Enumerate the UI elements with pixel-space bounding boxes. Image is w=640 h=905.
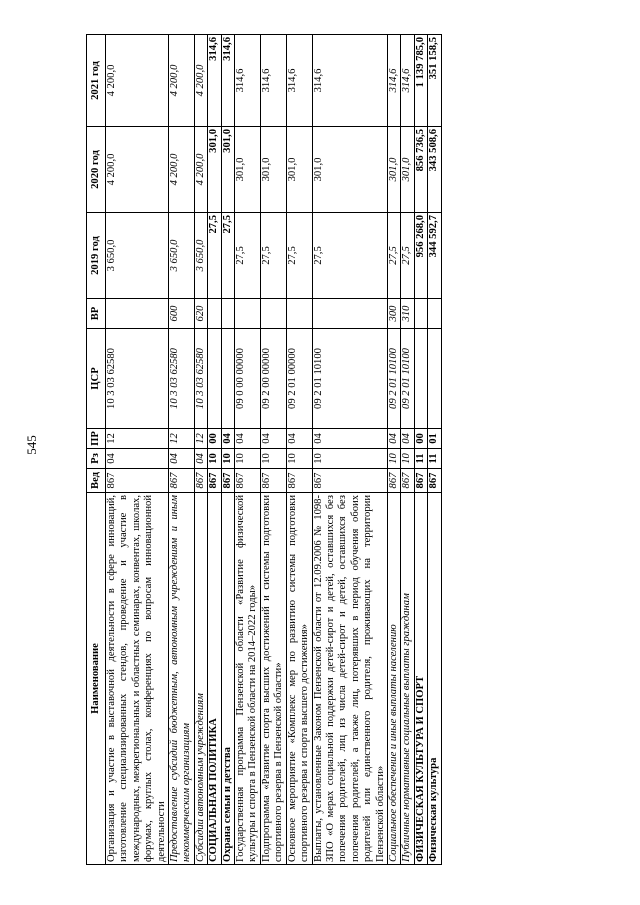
vr-code-cell xyxy=(260,299,286,329)
vr-code-cell xyxy=(286,299,312,329)
vr-code-cell xyxy=(106,299,169,329)
rz-code-cell: 11 xyxy=(428,449,441,469)
table-row xyxy=(286,35,312,865)
amount-2019-cell: 3 650,0 xyxy=(106,213,169,299)
amount-2021-cell: 1 139 785,0 xyxy=(414,35,427,127)
amount-2021-cell: 314,6 xyxy=(387,35,400,127)
ved-code-cell: 867 xyxy=(260,469,286,493)
ved-code-cell: 867 xyxy=(221,469,234,493)
amount-2021-cell: 314,6 xyxy=(235,35,261,127)
amount-2020-cell: 343 508,6 xyxy=(428,127,441,213)
row-name-cell: ФИЗИЧЕСКАЯ КУЛЬТУРА И СПОРТ xyxy=(414,493,427,865)
pr-code-cell: 00 xyxy=(208,429,221,449)
pr-code-cell: 04 xyxy=(235,429,261,449)
csr-code-cell: 09 2 01 00000 xyxy=(286,329,312,429)
table-row xyxy=(194,35,207,865)
amount-2019-cell: 27,5 xyxy=(286,213,312,299)
table-row xyxy=(260,35,286,865)
amount-2019-cell: 27,5 xyxy=(387,213,400,299)
ved-code-cell: 867 xyxy=(401,469,414,493)
row-name-cell: Организация и участие в выставочной деятельности в сфере инноваций, изготовление специализированных стендов, проведение и участие в международных, межрегиональных и областных семинарах, конвентах, школах, форумах, круглых столах, конференциях по вопросам инновационной деятельности xyxy=(106,493,169,865)
amount-2020-cell: 301,0 xyxy=(401,127,414,213)
ved-code-cell: 867 xyxy=(286,469,312,493)
csr-code-cell xyxy=(208,329,221,429)
table-header-row xyxy=(87,35,106,865)
pr-code-cell: 12 xyxy=(169,429,195,449)
pr-code-cell: 04 xyxy=(312,429,387,449)
amount-2021-cell: 314,6 xyxy=(312,35,387,127)
csr-code-cell: 09 2 01 10100 xyxy=(387,329,400,429)
ved-code-cell: 867 xyxy=(312,469,387,493)
amount-2021-cell: 4 200,0 xyxy=(106,35,169,127)
amount-2019-cell: 27,5 xyxy=(312,213,387,299)
amount-2020-cell: 301,0 xyxy=(387,127,400,213)
row-name-cell: Публичные нормативные социальные выплаты гражданам xyxy=(401,493,414,865)
rz-code-cell: 10 xyxy=(286,449,312,469)
row-name-cell: Предоставление субсидий бюджетным, автономным учреждениям и иным некоммерческим организациям xyxy=(169,493,195,865)
rz-code-cell: 04 xyxy=(194,449,207,469)
pr-code-cell: 04 xyxy=(221,429,234,449)
col-name-header: Наименование xyxy=(87,493,106,865)
amount-2020-cell: 301,0 xyxy=(260,127,286,213)
col-2020-header: 2020 год xyxy=(87,127,106,213)
col-ved-header: Вед xyxy=(87,469,106,493)
row-name-cell: Охрана семьи и детства xyxy=(221,493,234,865)
rz-code-cell: 04 xyxy=(106,449,169,469)
vr-code-cell: 600 xyxy=(169,299,195,329)
budget-table-container xyxy=(86,35,622,865)
row-name-cell: Социальное обеспечение и иные выплаты населению xyxy=(387,493,400,865)
vr-code-cell xyxy=(235,299,261,329)
rz-code-cell: 10 xyxy=(387,449,400,469)
pr-code-cell: 04 xyxy=(260,429,286,449)
table-row xyxy=(428,35,441,865)
amount-2020-cell: 301,0 xyxy=(235,127,261,213)
table-row xyxy=(414,35,427,865)
table-row xyxy=(387,35,400,865)
amount-2020-cell: 4 200,0 xyxy=(169,127,195,213)
amount-2020-cell: 4 200,0 xyxy=(106,127,169,213)
csr-code-cell: 09 2 00 00000 xyxy=(260,329,286,429)
ved-code-cell: 867 xyxy=(208,469,221,493)
amount-2019-cell: 27,5 xyxy=(235,213,261,299)
page-number: 545 xyxy=(24,435,39,455)
pr-code-cell: 04 xyxy=(401,429,414,449)
pr-code-cell: 04 xyxy=(286,429,312,449)
amount-2019-cell: 344 592,7 xyxy=(428,213,441,299)
table-row xyxy=(401,35,414,865)
ved-code-cell: 867 xyxy=(387,469,400,493)
ved-code-cell: 867 xyxy=(235,469,261,493)
ved-code-cell: 867 xyxy=(414,469,427,493)
rz-code-cell: 10 xyxy=(235,449,261,469)
row-name-cell: Государственная программа Пензенской области «Развитие физической культуры и спорта в Пензенской области на 2014–2022 годы» xyxy=(235,493,261,865)
row-name-cell: Субсидии автономным учреждениям xyxy=(194,493,207,865)
vr-code-cell xyxy=(208,299,221,329)
table-row xyxy=(208,35,221,865)
rz-code-cell: 10 xyxy=(208,449,221,469)
col-2019-header: 2019 год xyxy=(87,213,106,299)
vr-code-cell xyxy=(414,299,427,329)
pr-code-cell: 01 xyxy=(428,429,441,449)
amount-2021-cell: 4 200,0 xyxy=(169,35,195,127)
csr-code-cell xyxy=(221,329,234,429)
table-row xyxy=(169,35,195,865)
amount-2019-cell: 956 268,0 xyxy=(414,213,427,299)
vr-code-cell: 620 xyxy=(194,299,207,329)
col-csr-header: ЦСР xyxy=(87,329,106,429)
rz-code-cell: 10 xyxy=(312,449,387,469)
amount-2020-cell: 4 200,0 xyxy=(194,127,207,213)
csr-code-cell: 10 3 03 62580 xyxy=(194,329,207,429)
amount-2020-cell: 301,0 xyxy=(208,127,221,213)
vr-code-cell: 310 xyxy=(401,299,414,329)
amount-2021-cell: 314,6 xyxy=(286,35,312,127)
row-name-cell: Основное мероприятие «Комплекс мер по развитию системы подготовки спортивного резерва и спорта высшего достижения» xyxy=(286,493,312,865)
ved-code-cell: 867 xyxy=(428,469,441,493)
csr-code-cell: 10 3 03 62580 xyxy=(169,329,195,429)
csr-code-cell: 10 3 03 62580 xyxy=(106,329,169,429)
rz-code-cell: 10 xyxy=(260,449,286,469)
table-row xyxy=(106,35,169,865)
csr-code-cell: 09 2 01 10100 xyxy=(401,329,414,429)
amount-2021-cell: 314,6 xyxy=(401,35,414,127)
csr-code-cell xyxy=(414,329,427,429)
amount-2019-cell: 27,5 xyxy=(208,213,221,299)
col-rz-header: Рз xyxy=(87,449,106,469)
vr-code-cell xyxy=(428,299,441,329)
col-pr-header: ПР xyxy=(87,429,106,449)
amount-2020-cell: 301,0 xyxy=(221,127,234,213)
amount-2019-cell: 3 650,0 xyxy=(194,213,207,299)
col-vr-header: ВР xyxy=(87,299,106,329)
vr-code-cell: 300 xyxy=(387,299,400,329)
ved-code-cell: 867 xyxy=(106,469,169,493)
table-row xyxy=(235,35,261,865)
amount-2021-cell: 351 158,5 xyxy=(428,35,441,127)
rz-code-cell: 10 xyxy=(221,449,234,469)
amount-2020-cell: 301,0 xyxy=(312,127,387,213)
amount-2020-cell: 856 736,5 xyxy=(414,127,427,213)
csr-code-cell: 09 2 01 10100 xyxy=(312,329,387,429)
col-2021-header: 2021 год xyxy=(87,35,106,127)
csr-code-cell: 09 0 00 00000 xyxy=(235,329,261,429)
table-row xyxy=(221,35,234,865)
amount-2021-cell: 314,6 xyxy=(221,35,234,127)
rz-code-cell: 10 xyxy=(401,449,414,469)
ved-code-cell: 867 xyxy=(194,469,207,493)
row-name-cell: Подпрограмма «Развитие спорта высших достижений и системы подготовки спортивного резерва в Пензенской области» xyxy=(260,493,286,865)
amount-2019-cell: 3 650,0 xyxy=(169,213,195,299)
amount-2021-cell: 314,6 xyxy=(260,35,286,127)
amount-2019-cell: 27,5 xyxy=(401,213,414,299)
amount-2020-cell: 301,0 xyxy=(286,127,312,213)
vr-code-cell xyxy=(312,299,387,329)
row-name-cell: Физическая культура xyxy=(428,493,441,865)
rz-code-cell: 04 xyxy=(169,449,195,469)
pr-code-cell: 12 xyxy=(106,429,169,449)
budget-table xyxy=(86,34,442,865)
amount-2021-cell: 314,6 xyxy=(208,35,221,127)
rz-code-cell: 11 xyxy=(414,449,427,469)
row-name-cell: СОЦИАЛЬНАЯ ПОЛИТИКА xyxy=(208,493,221,865)
pr-code-cell: 04 xyxy=(387,429,400,449)
table-row xyxy=(312,35,387,865)
pr-code-cell: 00 xyxy=(414,429,427,449)
csr-code-cell xyxy=(428,329,441,429)
amount-2019-cell: 27,5 xyxy=(221,213,234,299)
ved-code-cell: 867 xyxy=(169,469,195,493)
pr-code-cell: 12 xyxy=(194,429,207,449)
row-name-cell: Выплаты, установленные Законом Пензенской области от 12.09.2006 № 1098-ЗПО «О мерах социальной поддержки детей-сирот и детей, оставшихся без попечения родителей, лиц из числа детей-сирот и детей, оставшихся без попечения родителей, а также лиц, потерявших в период обучения обоих родителей или единственного родителя, проживающих на территории Пензенской области» xyxy=(312,493,387,865)
amount-2019-cell: 27,5 xyxy=(260,213,286,299)
vr-code-cell xyxy=(221,299,234,329)
amount-2021-cell: 4 200,0 xyxy=(194,35,207,127)
